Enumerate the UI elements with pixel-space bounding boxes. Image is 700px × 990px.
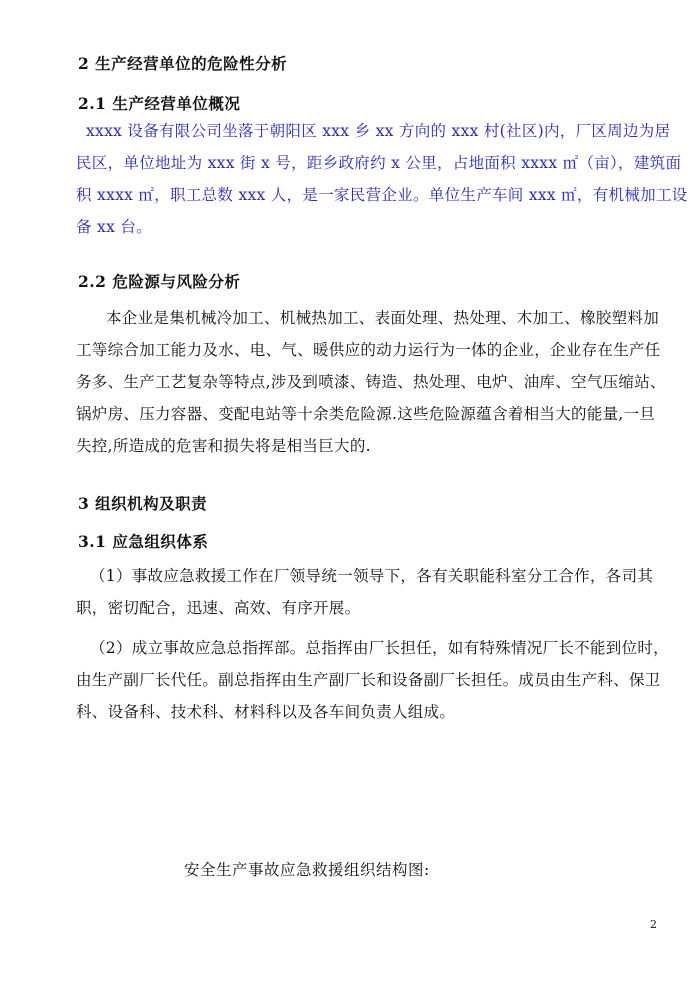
paragraph-line: 民区，单位地址为 xxx 街 x 号，距乡政府约 x 公里，占地面积 xxxx ㎡（亩），建筑面 [76,154,682,172]
paragraph-line: 工等综合加工能力及水、电、气、暖供应的动力运行为一体的企业，企业存在生产任 [76,341,661,359]
paragraph-line: 科、设备科、技术科、材料科以及各车间负责人组成。 [76,703,456,721]
paragraph-line: （2）成立事故应急总指挥部。总指挥由厂长担任，如有特殊情况厂长不能到位时， [90,639,669,657]
section-3-1-paragraph-1 [76,560,656,624]
paragraph-line: 职，密切配合，迅速、高效、有序开展。 [76,599,361,617]
paragraph-line: 由生产副厂长代任。副总指挥由生产副厂长和设备副厂长担任。成员由生产科、保卫 [76,671,661,689]
section-2-1-heading: 2.1 生产经营单位概况 [78,94,241,113]
section-3-1-heading: 3.1 应急组织体系 [78,532,209,551]
section-2-2-heading: 2.2 危险源与风险分析 [78,272,241,291]
paragraph-line: xxxx 设备有限公司坐落于朝阳区 xxx 乡 xx 方向的 xxx 村(社区)内，厂区周边为居 [86,122,671,140]
section-2-1-paragraph [76,115,688,243]
paragraph-line: 备 xx 台。 [76,218,152,236]
page-number: 2 [650,918,657,931]
section-2-2-paragraph [76,302,666,462]
paragraph-line: 本企业是集机械冷加工、机械热加工、表面处理、热处理、木加工、橡胶塑料加 [106,309,660,327]
paragraph-line: 积 xxxx ㎡，职工总数 xxx 人，是一家民营企业。单位生产车间 xxx ㎡，有机械加工设 [76,186,688,204]
section-3-1-paragraph-2 [76,632,669,728]
paragraph-line: 务多、生产工艺复杂等特点,涉及到喷漆、铸造、热处理、电炉、油库、空气压缩站、 [76,373,666,391]
paragraph-line: （1）事故应急救援工作在厂领导统一领导下，各有关职能科室分工合作，各司其 [90,567,654,585]
section-3-heading: 3 组织机构及职责 [78,494,208,513]
paragraph-line: 锅炉房、压力容器、变配电站等十余类危险源.这些危险源蕴含着相当大的能量,一旦 [76,405,656,423]
section-2-heading: 2 生产经营单位的危险性分析 [78,54,288,73]
org-chart-caption: 安全生产事故应急救援组织结构图: [184,861,430,879]
paragraph-line: 失控,所造成的危害和损失将是相当巨大的. [76,437,371,455]
